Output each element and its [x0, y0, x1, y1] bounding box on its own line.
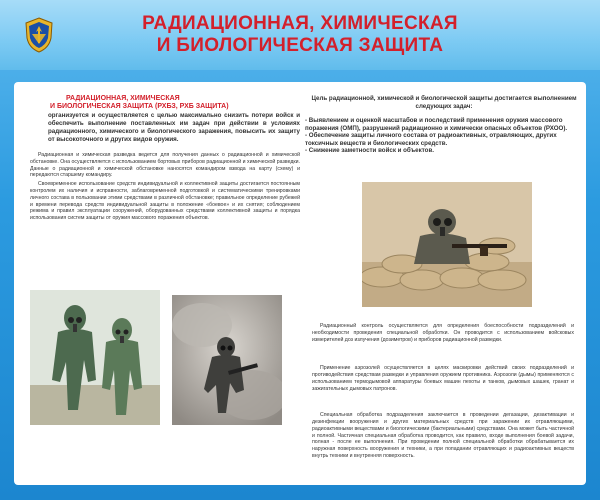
task-item: - Выявлением и оценкой масштабов и последствий применения оружия массового поражения (ОМП), разрушений радиационно и химически опасных объектов (РХОО). — [305, 117, 568, 132]
protection-paragraph: Своевременное использование средств индивидуальной и коллективной защиты достигается постоянным контролем их наличия и исправности, заблаговременной подготовкой и систематическими тренировками личного состава в пользовании этими средствами в различной обстановке; правильное определение рубежей и времени перевода средств индивидуальной защиты в положение «боевое» и их снятия; соблюдением режима и правил эксплуатации сооружений, оборудованных средствами коллективной защиты и порядка использования систем защиты от оружия массового поражения объектов. — [30, 181, 300, 222]
right-column — [305, 95, 583, 155]
aerosol-paragraph: Применение аэрозолей осуществляется в целях маскировки действий своих подразделений и противодействия средствам разведки и управления оружием противника. Аэрозоли (дымы) применяются с использованием термодымовой аппаратуры боевых машин пехоты и танков, дымовых шашек, гранат и зажигательных дымовых патронов. — [312, 365, 574, 392]
task-item: - Снижение заметности войск и объектов. — [305, 147, 434, 154]
left-subhead-line-1: РАДИАЦИОННАЯ, ХИМИЧЕСКАЯ — [66, 95, 180, 102]
photo-soldier-in-smoke — [172, 295, 282, 425]
photo-soldiers-protective-suits — [30, 290, 160, 425]
goal-heading: Цель радиационной, химической и биологической защиты достигается выполнением следующих задач: — [311, 95, 577, 110]
task-list — [305, 117, 583, 155]
page-title — [0, 13, 600, 57]
special-treatment-paragraph: Специальная обработка подразделения заключается в проведении дегазации, дезактивации и дезинфекции вооружения и других материальных средств при заражении их отравляющими, радиоактивными веществами и биологическими (бактериальными) средствами. Она может быть частичной и полной. Частичная специальная обработка проводится, как правило, входе выполнения боевой задачи, полная - после ее выполнения. При проведении полной специальной обработки обрабатывается их наружная поверхность вооружения и техники, а при попадании отравляющих и радиоактивных веществ внутрь техники и внутренняя поверхность. — [312, 412, 574, 459]
left-subhead-line-2: И БИОЛОГИЧЕСКАЯ ЗАЩИТА (РХБЗ, РХБ ЗАЩИТА) — [50, 103, 229, 110]
radiation-control-paragraph: Радиационный контроль осуществляется для определения боеспособности подразделений и необходимости проведения специальной обработки. Он проводится с использованием войсковых измерителей доз излучения (дозиметров) и приборов радиационной разведки. — [312, 323, 574, 343]
left-column — [30, 95, 300, 224]
recon-paragraph: Радиационная и химическая разведка ведется для получения данных о радиационной и химической обстановке. Она осуществляется с использованием бортовых приборов радиационной и химической разведки. Данные о радиационной и химической обстановке наносятся командиром взвода на карту (схему) и передаются старшему командиру. — [30, 152, 300, 179]
photo-soldier-sandbags — [362, 182, 532, 307]
title-line-2: И БИОЛОГИЧЕСКАЯ ЗАЩИТА — [156, 35, 444, 56]
task-item: - Обеспечение защиты личного состава от радиоактивных, отравляющих, других токсичных веществ и биологических средств. — [305, 132, 557, 147]
title-line-1: РАДИАЦИОННАЯ, ХИМИЧЕСКАЯ — [142, 13, 458, 34]
left-intro-text: организуется и осуществляется с целью максимально снизить потери войск и обеспечить выполнение поставленных им задач при действии в условиях радиационного, химического и биологического заражения, повысить их защиту от высокоточного и других видов оружия. — [48, 112, 300, 143]
